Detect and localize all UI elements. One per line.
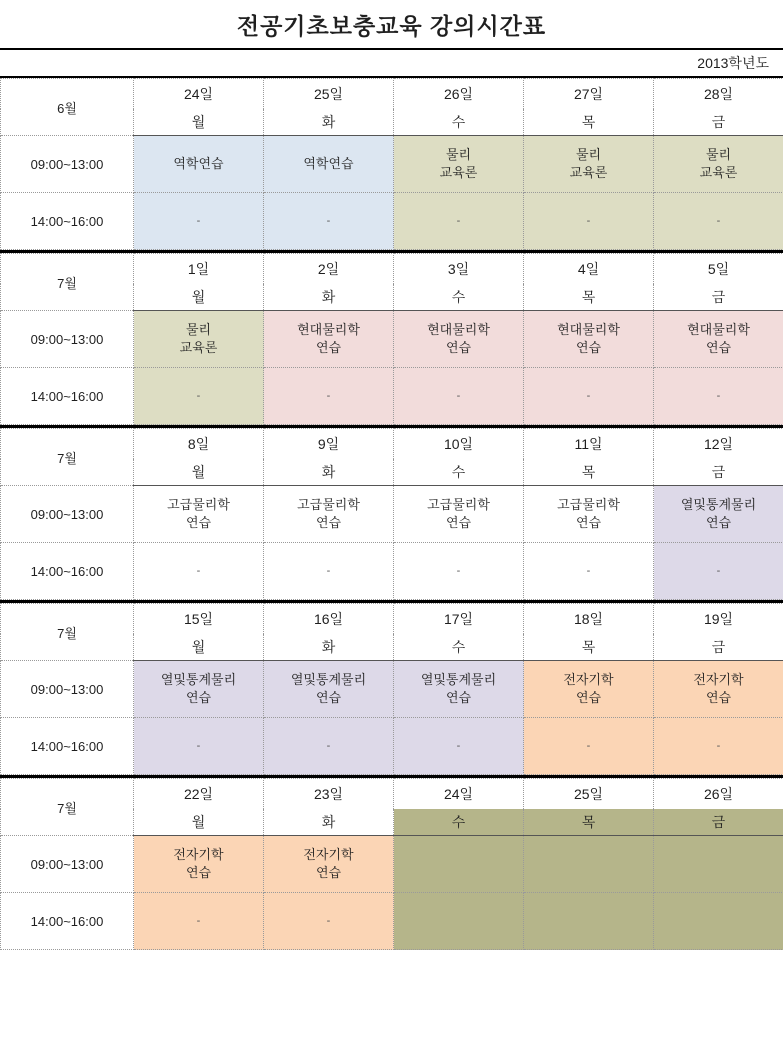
class-name-line1: - <box>326 914 331 927</box>
class-name-line1: 현대물리학 <box>427 322 490 338</box>
class-name-line1: - <box>196 214 201 227</box>
class-name-line2: 교육론 <box>569 165 608 180</box>
class-name-line1: - <box>326 739 331 752</box>
class-cell[interactable] <box>264 543 394 600</box>
page-title: 전공기초보충교육 강의시간표 <box>236 12 547 39</box>
class-cell[interactable] <box>264 718 394 775</box>
time-slot-label: 09:00~13:00 <box>1 661 134 718</box>
class-cell[interactable] <box>524 718 654 775</box>
class-name-line1: - <box>196 914 201 927</box>
weekday-cell: 화 <box>264 284 394 311</box>
date-cell: 24일 <box>394 779 524 809</box>
year-row <box>0 50 783 78</box>
class-cell[interactable] <box>134 193 264 250</box>
class-cell[interactable] <box>524 836 654 893</box>
class-cell[interactable] <box>654 718 783 775</box>
class-name-line1: - <box>586 214 591 227</box>
class-name-line2: 교육론 <box>179 340 218 355</box>
class-name-line1: 현대물리학 <box>557 322 620 338</box>
class-name-line2: 연습 <box>445 340 472 355</box>
class-name-line1: 역학연습 <box>303 156 354 172</box>
class-name-line2: 연습 <box>705 690 732 705</box>
class-cell[interactable] <box>654 368 783 425</box>
session-row-am <box>1 311 783 368</box>
class-cell[interactable] <box>524 661 654 718</box>
class-name-line1: 열및통계물리 <box>290 672 367 688</box>
date-cell: 22일 <box>134 779 264 809</box>
time-slot-label: 09:00~13:00 <box>1 136 134 193</box>
weekday-cell: 목 <box>524 284 654 311</box>
date-cell: 12일 <box>654 429 783 459</box>
class-cell[interactable] <box>394 661 524 718</box>
class-name-line1: 열및통계물리 <box>420 672 497 688</box>
page-title-row <box>0 0 783 50</box>
date-cell: 2일 <box>264 254 394 284</box>
class-name-line1: - <box>326 214 331 227</box>
date-cell: 25일 <box>524 779 654 809</box>
session-row-pm <box>1 718 783 775</box>
class-cell[interactable] <box>524 893 654 950</box>
weekday-cell: 목 <box>524 634 654 661</box>
class-name-line2: 연습 <box>705 340 732 355</box>
class-cell[interactable] <box>264 486 394 543</box>
month-label: 7월 <box>1 254 134 311</box>
class-name-line1: - <box>586 739 591 752</box>
class-cell[interactable] <box>654 136 783 193</box>
date-cell: 19일 <box>654 604 783 634</box>
weekday-cell: 목 <box>524 459 654 486</box>
time-slot-label: 09:00~13:00 <box>1 311 134 368</box>
date-cell: 5일 <box>654 254 783 284</box>
class-name-line1: 물리 <box>185 322 212 338</box>
week-table <box>0 253 783 425</box>
class-cell[interactable] <box>394 486 524 543</box>
class-name-line1: 현대물리학 <box>297 322 360 338</box>
class-name-line1: 전자기학 <box>563 672 614 688</box>
class-name-line2: 연습 <box>445 515 472 530</box>
class-cell[interactable] <box>134 311 264 368</box>
weekday-cell: 월 <box>134 634 264 661</box>
class-name-line1: 고급물리학 <box>297 497 360 513</box>
weekday-cell: 화 <box>264 459 394 486</box>
class-name-line1: - <box>716 389 721 402</box>
class-name-line1: 고급물리학 <box>167 497 230 513</box>
weekday-cell: 금 <box>654 109 783 136</box>
session-row-pm <box>1 893 783 950</box>
weekday-cell: 월 <box>134 809 264 836</box>
class-cell[interactable] <box>134 543 264 600</box>
class-cell[interactable] <box>654 311 783 368</box>
weekday-cell: 월 <box>134 109 264 136</box>
week-block <box>0 428 783 603</box>
class-cell[interactable] <box>394 368 524 425</box>
class-name-line1: - <box>716 739 721 752</box>
week-block <box>0 253 783 428</box>
class-cell[interactable] <box>654 193 783 250</box>
time-slot-label: 09:00~13:00 <box>1 486 134 543</box>
weekday-cell: 월 <box>134 459 264 486</box>
class-name-line1: 열및통계물리 <box>160 672 237 688</box>
class-name-line1: - <box>456 389 461 402</box>
session-row-pm <box>1 543 783 600</box>
date-cell: 25일 <box>264 79 394 109</box>
week-table <box>0 428 783 600</box>
weekday-cell: 목 <box>524 809 654 836</box>
class-cell[interactable] <box>134 368 264 425</box>
month-label: 7월 <box>1 604 134 661</box>
date-row <box>1 429 783 459</box>
academic-year-label: 2013학년도 <box>697 55 769 71</box>
class-name-line1: 물리 <box>575 147 602 163</box>
date-cell: 1일 <box>134 254 264 284</box>
class-cell[interactable] <box>264 368 394 425</box>
class-name-line2: 연습 <box>185 690 212 705</box>
class-name-line1: 고급물리학 <box>427 497 490 513</box>
weekday-cell: 월 <box>134 284 264 311</box>
class-cell[interactable] <box>524 543 654 600</box>
weeks-container <box>0 78 783 950</box>
class-name-line1: 물리 <box>705 147 732 163</box>
session-row-pm <box>1 368 783 425</box>
weekday-cell: 금 <box>654 284 783 311</box>
class-name-line2: 연습 <box>575 515 602 530</box>
class-cell[interactable] <box>134 718 264 775</box>
date-cell: 23일 <box>264 779 394 809</box>
class-cell[interactable] <box>654 836 783 893</box>
date-row <box>1 254 783 284</box>
date-cell: 28일 <box>654 79 783 109</box>
class-name-line2: 연습 <box>185 515 212 530</box>
class-cell[interactable] <box>654 893 783 950</box>
weekday-cell: 목 <box>524 109 654 136</box>
class-name-line2: 교육론 <box>439 165 478 180</box>
class-name-line1: 역학연습 <box>173 156 224 172</box>
class-name-line1: - <box>716 214 721 227</box>
session-row-am <box>1 661 783 718</box>
class-name-line2: 교육론 <box>699 165 738 180</box>
date-cell: 24일 <box>134 79 264 109</box>
class-name-line2: 연습 <box>185 865 212 880</box>
class-cell[interactable] <box>134 893 264 950</box>
class-cell[interactable] <box>134 486 264 543</box>
class-cell[interactable] <box>264 893 394 950</box>
class-cell[interactable] <box>394 893 524 950</box>
weekday-cell: 금 <box>654 634 783 661</box>
week-block <box>0 78 783 253</box>
class-name-line2: 연습 <box>705 515 732 530</box>
date-cell: 18일 <box>524 604 654 634</box>
class-cell[interactable] <box>394 718 524 775</box>
class-cell[interactable] <box>394 543 524 600</box>
class-cell[interactable] <box>524 193 654 250</box>
session-row-am <box>1 136 783 193</box>
class-name-line1: - <box>326 564 331 577</box>
class-cell[interactable] <box>264 193 394 250</box>
class-name-line1: 현대물리학 <box>687 322 750 338</box>
date-cell: 11일 <box>524 429 654 459</box>
class-name-line2: 연습 <box>575 690 602 705</box>
date-cell: 9일 <box>264 429 394 459</box>
class-name-line1: 물리 <box>445 147 472 163</box>
class-cell[interactable] <box>394 311 524 368</box>
date-cell: 3일 <box>394 254 524 284</box>
weekday-cell: 화 <box>264 109 394 136</box>
class-name-line2: 연습 <box>445 690 472 705</box>
weekday-cell: 수 <box>394 809 524 836</box>
class-name-line2: 연습 <box>315 340 342 355</box>
date-cell: 4일 <box>524 254 654 284</box>
month-label: 7월 <box>1 779 134 836</box>
class-cell[interactable] <box>264 836 394 893</box>
class-name-line1: - <box>586 564 591 577</box>
class-name-line1: - <box>716 564 721 577</box>
week-block <box>0 603 783 778</box>
weekday-cell: 화 <box>264 634 394 661</box>
class-name-line1: - <box>196 739 201 752</box>
class-cell[interactable] <box>524 311 654 368</box>
class-cell[interactable] <box>524 136 654 193</box>
week-table <box>0 778 783 950</box>
week-table <box>0 78 783 250</box>
class-cell[interactable] <box>134 136 264 193</box>
date-cell: 8일 <box>134 429 264 459</box>
class-name-line1: - <box>456 739 461 752</box>
weekday-cell: 수 <box>394 459 524 486</box>
month-label: 6월 <box>1 79 134 136</box>
class-cell[interactable] <box>654 661 783 718</box>
time-slot-label: 14:00~16:00 <box>1 368 134 425</box>
class-cell[interactable] <box>394 136 524 193</box>
class-cell[interactable] <box>394 836 524 893</box>
week-table <box>0 603 783 775</box>
class-name-line1: - <box>326 389 331 402</box>
date-cell: 26일 <box>394 79 524 109</box>
date-cell: 15일 <box>134 604 264 634</box>
date-cell: 10일 <box>394 429 524 459</box>
weekday-cell: 수 <box>394 634 524 661</box>
weekday-cell: 수 <box>394 109 524 136</box>
class-cell[interactable] <box>264 136 394 193</box>
date-cell: 27일 <box>524 79 654 109</box>
weekday-cell: 수 <box>394 284 524 311</box>
class-cell[interactable] <box>134 661 264 718</box>
class-name-line1: 열및통계물리 <box>680 497 757 513</box>
week-block <box>0 778 783 950</box>
class-name-line1: 전자기학 <box>693 672 744 688</box>
class-name-line1: 전자기학 <box>173 847 224 863</box>
time-slot-label: 14:00~16:00 <box>1 193 134 250</box>
class-name-line2: 연습 <box>315 690 342 705</box>
month-label: 7월 <box>1 429 134 486</box>
date-cell: 17일 <box>394 604 524 634</box>
time-slot-label: 14:00~16:00 <box>1 543 134 600</box>
time-slot-label: 14:00~16:00 <box>1 893 134 950</box>
time-slot-label: 09:00~13:00 <box>1 836 134 893</box>
class-name-line1: - <box>456 214 461 227</box>
class-name-line1: 전자기학 <box>303 847 354 863</box>
date-row <box>1 779 783 809</box>
class-cell[interactable] <box>654 486 783 543</box>
class-cell[interactable] <box>264 661 394 718</box>
class-name-line1: - <box>196 389 201 402</box>
weekday-cell: 금 <box>654 809 783 836</box>
date-row <box>1 79 783 109</box>
weekday-cell: 화 <box>264 809 394 836</box>
class-cell[interactable] <box>524 368 654 425</box>
class-name-line1: - <box>586 389 591 402</box>
session-row-am <box>1 486 783 543</box>
date-row <box>1 604 783 634</box>
date-cell: 26일 <box>654 779 783 809</box>
session-row-pm <box>1 193 783 250</box>
class-name-line1: - <box>196 564 201 577</box>
class-name-line1: 고급물리학 <box>557 497 620 513</box>
date-cell: 16일 <box>264 604 394 634</box>
weekday-cell: 금 <box>654 459 783 486</box>
session-row-am <box>1 836 783 893</box>
class-cell[interactable] <box>654 543 783 600</box>
class-name-line2: 연습 <box>315 515 342 530</box>
class-cell[interactable] <box>264 311 394 368</box>
class-name-line2: 연습 <box>575 340 602 355</box>
class-cell[interactable] <box>524 486 654 543</box>
time-slot-label: 14:00~16:00 <box>1 718 134 775</box>
class-name-line2: 연습 <box>315 865 342 880</box>
class-name-line1: - <box>456 564 461 577</box>
class-cell[interactable] <box>134 836 264 893</box>
class-cell[interactable] <box>394 193 524 250</box>
